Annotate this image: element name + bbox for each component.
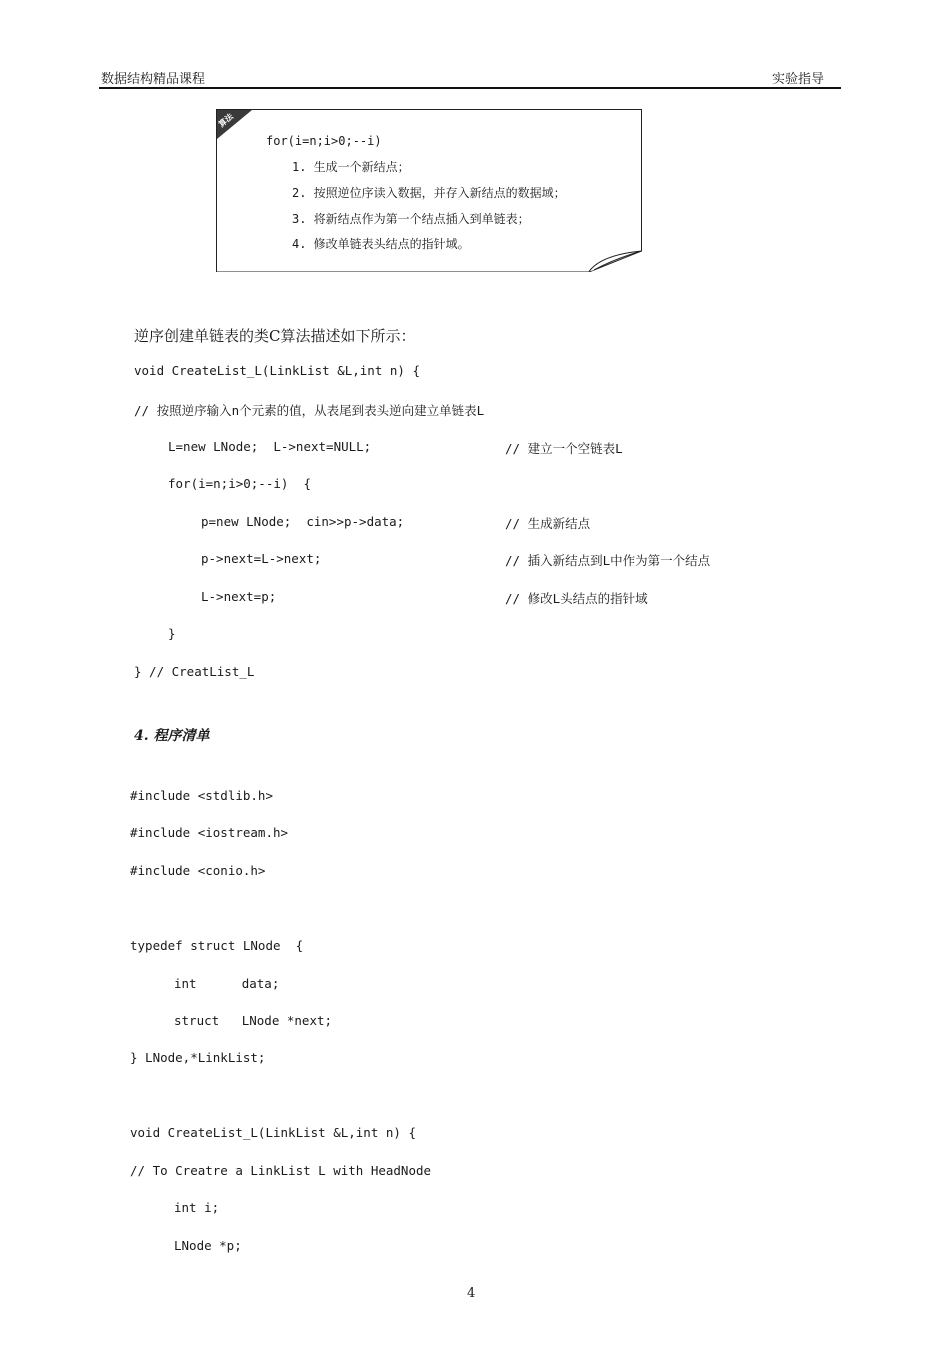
listing-line: LNode *p;	[174, 1238, 242, 1253]
listing-line: #include <stdlib.h>	[130, 788, 273, 803]
algo-line-code: for(i=n;i>0;--i) {	[168, 476, 311, 491]
note-step-2: 2. 按照逆位序读入数据，并存入新结点的数据域；	[292, 186, 566, 200]
algo-line-code: }	[168, 626, 176, 641]
listing-line: void CreateList_L(LinkList &L,int n) {	[130, 1125, 416, 1140]
listing-line: #include <iostream.h>	[130, 825, 289, 840]
algo-line-code: L=new LNode; L->next=NULL;	[168, 439, 372, 454]
listing-line: struct LNode *next;	[174, 1013, 333, 1028]
algo-line-comment: // 插入新结点到L中作为第一个结点	[505, 553, 711, 568]
algo-line-code: L->next=p;	[201, 589, 277, 604]
note-step-1: 1. 生成一个新结点；	[292, 160, 410, 174]
page-number: 4	[467, 1286, 476, 1301]
listing-line: } LNode,*LinkList;	[130, 1050, 266, 1065]
listing-line: int data;	[174, 976, 280, 991]
section-heading: 4. 程序清单	[134, 728, 210, 744]
intro-text: 逆序创建单链表的类C算法描述如下所示：	[134, 327, 416, 345]
algo-comment: // 按照逆序输入n个元素的值，从表尾到表头逆向建立单链表L	[134, 403, 485, 418]
header-rule	[99, 87, 841, 89]
note-tag-label: 算法	[216, 111, 236, 130]
note-step-3: 3. 将新结点作为第一个结点插入到单链表；	[292, 212, 530, 226]
algo-line-comment: // 生成新结点	[505, 516, 591, 531]
header-course-title: 数据结构精品课程	[101, 72, 206, 87]
note-step-4: 4. 修改单链表头结点的指针域。	[292, 237, 470, 251]
header-section-label: 实验指导	[772, 72, 825, 87]
algo-line-code: p->next=L->next;	[201, 551, 322, 566]
algo-line-comment: // 修改L头结点的指针域	[505, 591, 648, 606]
listing-line: // To Creatre a LinkList L with HeadNode	[130, 1163, 432, 1178]
listing-line: int i;	[174, 1200, 220, 1215]
listing-line: #include <conio.h>	[130, 863, 266, 878]
note-loop: for(i=n;i>0;--i)	[266, 134, 382, 148]
algorithm-note-box	[216, 109, 642, 272]
algo-line-code: p=new LNode; cin>>p->data;	[201, 514, 405, 529]
algo-line-comment: // 建立一个空链表L	[505, 441, 623, 456]
listing-line: typedef struct LNode {	[130, 938, 304, 953]
algo-end: } // CreatList_L	[134, 664, 255, 679]
algo-signature: void CreateList_L(LinkList &L,int n) {	[134, 363, 420, 378]
